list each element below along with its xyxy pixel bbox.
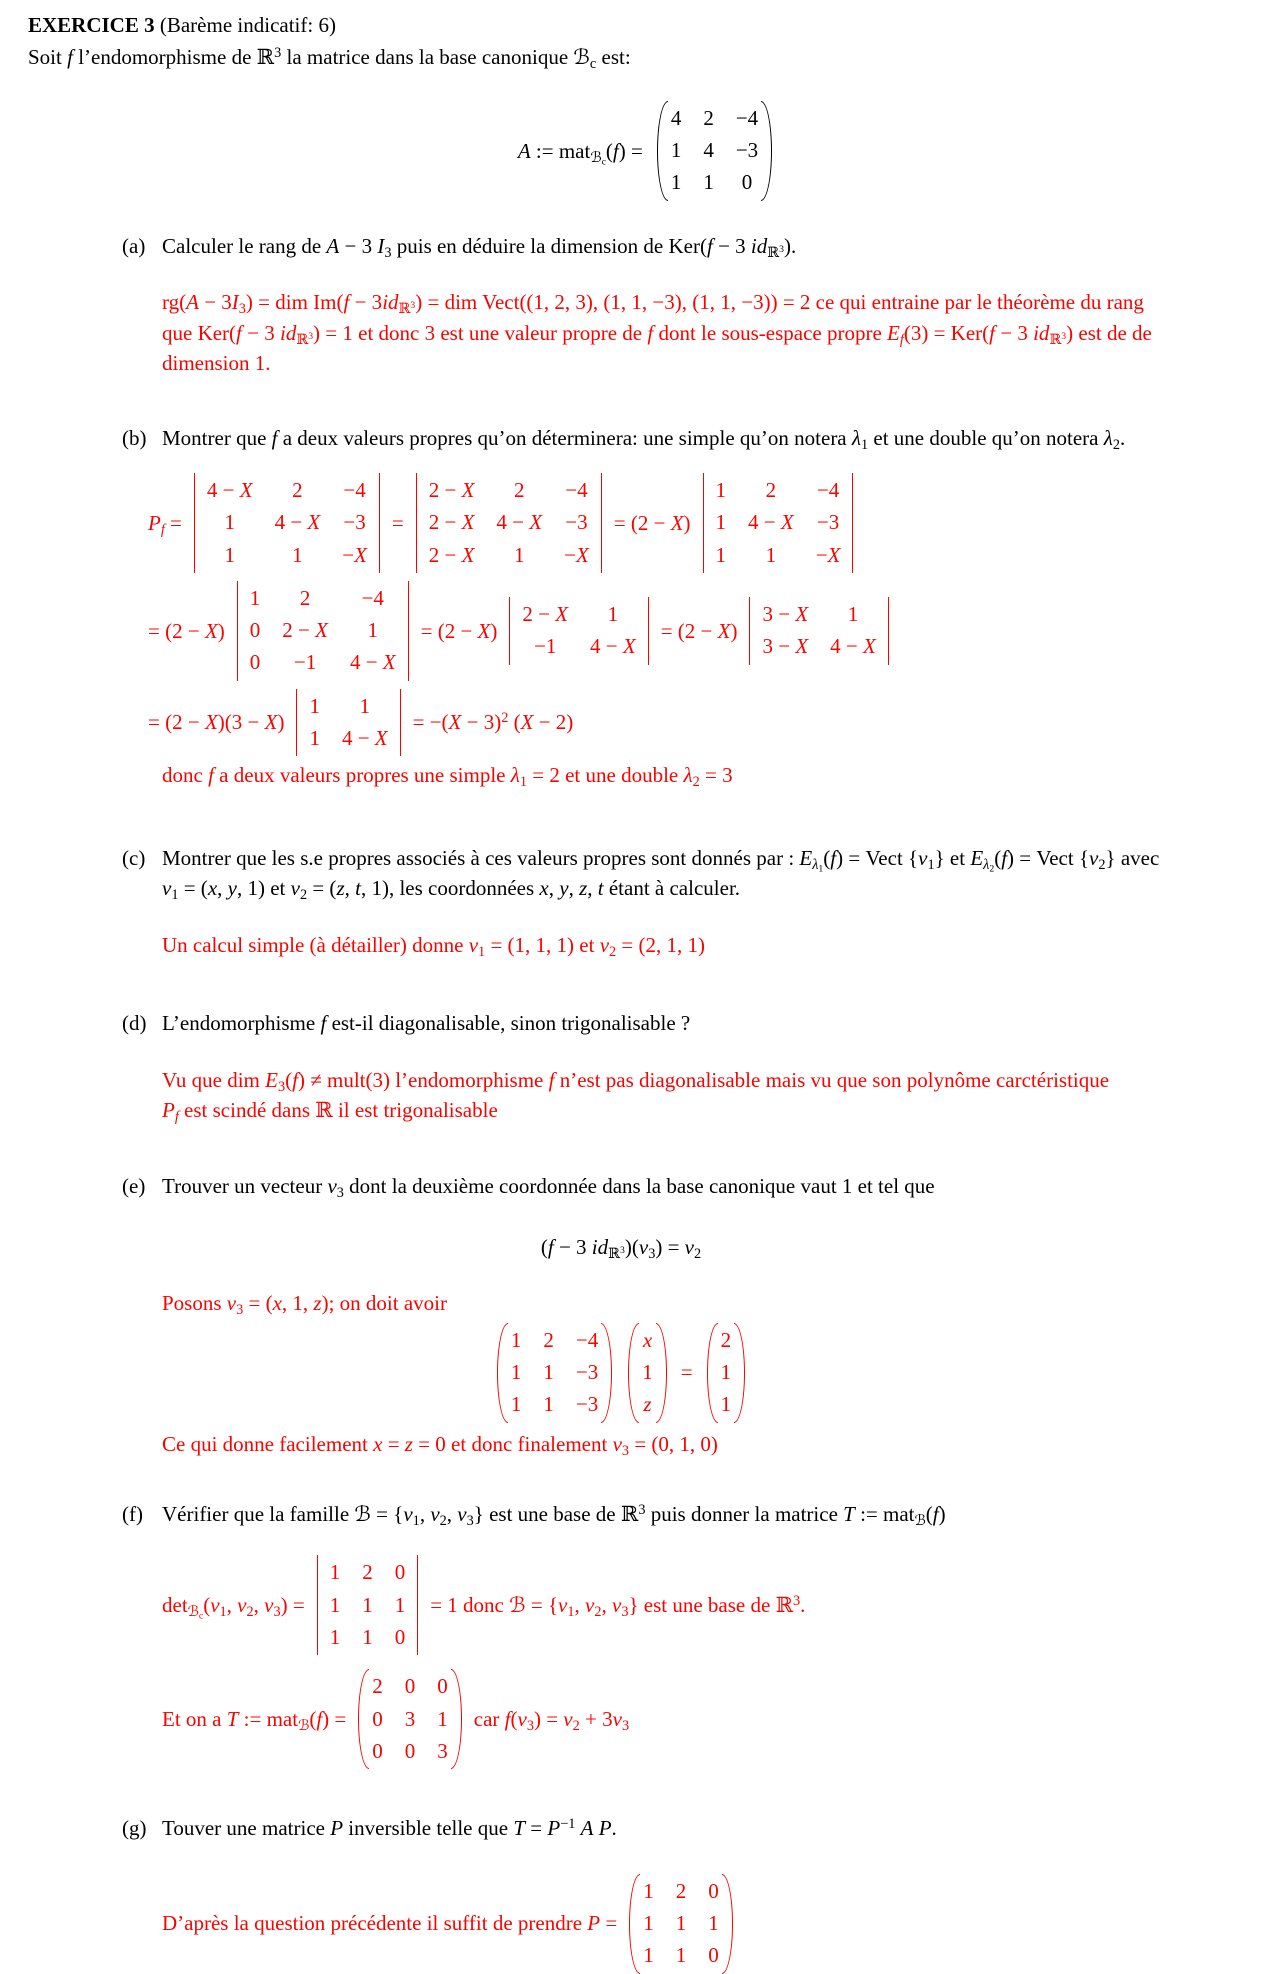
item-f-label: (f): [122, 1502, 143, 1527]
matrix-cell: 4: [703, 138, 714, 163]
P-prefix: D’après la question précédente il suffit de prendre P =: [162, 1911, 618, 1936]
matrix-cell: 0: [708, 1878, 719, 1903]
matrix-cell: 2 − X: [428, 510, 475, 535]
matrix-cell: 1: [543, 1360, 554, 1384]
matrix-cell: 1: [309, 693, 320, 718]
equation-matrix-A: [28, 101, 1264, 201]
matrix-cell: 0: [741, 170, 753, 195]
exercise-title-bold: EXERCICE 3: [28, 13, 155, 37]
matrix-cell: −3: [575, 1360, 599, 1384]
matrix-cell: 2: [292, 477, 303, 502]
matrix-cell: −3: [816, 510, 840, 535]
matrix-P: [629, 1874, 733, 1974]
exercise-title: [28, 10, 1264, 40]
conclusion-b: donc f a deux valeurs propres une simple $\lambda_1 = 2$ et une double $\lambda_2 = 3$: [162, 763, 733, 791]
matrix-cell: 0: [249, 650, 261, 675]
matrix-cell: −X: [815, 542, 841, 567]
matrix-cell: 4 − X: [349, 650, 396, 675]
matrix-cell: 1: [607, 601, 619, 626]
matrix-cell: 2: [514, 477, 525, 502]
matrix-cell: 1: [847, 601, 859, 626]
matrix-cell: 1: [708, 1910, 719, 1935]
char-poly-line-1: [148, 473, 1174, 573]
answer-d-line1: Vu que dim $E_3(f)$ ≠ mult(3) l’endomorphisme f n’est pas diagonalisable mais vu que son polynôme carctéristique: [162, 1067, 1110, 1095]
equation-e-matrix: [68, 1323, 1174, 1423]
matrix-cell: 1: [329, 1625, 341, 1650]
item-b: [28, 423, 1264, 791]
matrix-cell: −1: [534, 634, 557, 659]
answer-a: $rg(A - 3I_3)$ = dim $Im(f - 3id_{ℝ^3})$ = dim Vect((1, 2, 3), (1, 1, −3), (1, 1, −3)) = 2 ce qui entraine par le théorème du rang que Ker(f − 3 $id_{ℝ^3}) = 1$ et donc 3 est une valeur propre de f dont le sous-espace propre $E_f(3) = Ker(f - 3$ $id_{ℝ^3}$) est de de dimension 1.: [162, 290, 1152, 376]
matrix-cell: 2 − X: [282, 618, 328, 643]
matrix-cell: 0: [404, 1674, 416, 1699]
matrix-cell: 3 − X: [762, 634, 809, 659]
factor-product: = (2 − X)(3 − X): [148, 710, 285, 735]
char-poly-line-3: [148, 689, 1174, 757]
matrix-cell: 1: [224, 510, 235, 535]
matrix-cell: 1: [514, 542, 525, 567]
matrix-cell: 1: [715, 510, 727, 535]
char-poly-lhs: $P_f$ =: [148, 510, 182, 538]
determinant-3x3: [416, 473, 602, 573]
matrix-A: [657, 101, 772, 201]
exercise-intro: Soit f l’endomorphisme de ℝ$^3$ la matrice dans la base canonique ℬ$_c$ est:: [28, 45, 631, 73]
item-c-label: (c): [122, 845, 146, 870]
matrix-cell: 0: [404, 1738, 416, 1763]
matrix-cell: −4: [343, 477, 366, 502]
matrix-cell: 1: [643, 1943, 654, 1968]
matrix-cell: −4: [565, 477, 588, 502]
matrix-cell: 1: [642, 1360, 653, 1384]
matrix-cell: 4 − X: [341, 726, 388, 751]
matrix-cell: 4 − X: [206, 477, 253, 502]
matrix-A-prefix: A := mat$_{ℬ_c}$(f) =: [517, 138, 643, 168]
matrix-cell: 2: [765, 477, 777, 502]
matrix-cell: 1: [543, 1392, 554, 1417]
determinant-3x3: [317, 1555, 419, 1655]
item-a: [28, 231, 1264, 379]
det-prefix: $\det_{ℬ_c}(v_1$, $v_2$, $v_3$) =: [162, 1593, 305, 1622]
matrix-cell: −X: [564, 542, 589, 567]
matrix-cell: 0: [372, 1706, 383, 1731]
matrix-cell: 2: [372, 1674, 383, 1699]
answer-e-conclusion: Ce qui donne facilement x = z = 0 et donc finalement $v_3 = (0$, 1, 0): [162, 1431, 718, 1459]
matrix-cell: −X: [342, 542, 367, 567]
question-e: Trouver un vecteur $v_3$ dont la deuxième coordonnée dans la base canonique vaut 1 et tel que: [162, 1174, 935, 1202]
item-b-label: (b): [122, 425, 147, 450]
item-f: [28, 1499, 1264, 1769]
matrix-cell: 0: [372, 1738, 383, 1763]
matrix-cell: −3: [575, 1392, 599, 1417]
matrix-cell: 1: [675, 1910, 687, 1935]
matrix-cell: 1: [362, 1592, 373, 1617]
matrix-cell: 2 − X: [428, 542, 475, 567]
matrix-cell: 1: [329, 1560, 341, 1585]
matrix-cell: −4: [361, 585, 384, 610]
matrix-cell: 2: [675, 1878, 687, 1903]
factor-2-minus-X: = (2 − X): [420, 618, 498, 643]
answer-g-line: [162, 1874, 1174, 1974]
matrix-cell: 4: [670, 105, 682, 130]
matrix-cell: 1: [292, 542, 303, 567]
item-d: [28, 1008, 1264, 1125]
item-a-label: (a): [122, 233, 146, 258]
matrix-cell: 0: [394, 1560, 406, 1585]
answer-f-T-line: [162, 1669, 1174, 1769]
item-e: [28, 1171, 1264, 1459]
determinant-3x3: [703, 473, 854, 573]
char-poly-result: = $-(X - 3)^2$ (X − 2): [412, 710, 574, 735]
det-suffix: = 1 donc ℬ = {$v_1$, $v_2$, $v_3$} est une base de ℝ$^3$.: [430, 1593, 806, 1621]
question-b: Montrer que f a deux valeurs propres qu’on déterminera: une simple qu’on notera $\lambda_1$ et une double qu’on notera $\lambda_2$.: [162, 425, 1126, 453]
matrix-cell: 1: [703, 170, 714, 195]
item-g: [28, 1813, 1264, 1973]
answer-f-det-line: [162, 1555, 1174, 1655]
factor-2-minus-X: = (2 − X): [148, 618, 225, 643]
matrix-cell: −3: [343, 510, 366, 535]
matrix-cell: −3: [735, 138, 759, 163]
matrix-cell: 1: [720, 1392, 732, 1417]
matrix-cell: 2: [362, 1560, 373, 1585]
matrix-cell: 1: [394, 1592, 406, 1617]
vector-211: [707, 1323, 746, 1423]
matrix-cell: 1: [249, 585, 261, 610]
equation-e-display: [68, 1232, 1174, 1262]
matrix-cell: 1: [437, 1706, 448, 1731]
matrix-cell: 2: [720, 1327, 732, 1352]
matrix-cell: 4 − X: [496, 510, 543, 535]
matrix-cell: 0: [708, 1943, 719, 1968]
matrix-cell: 1: [309, 726, 320, 751]
matrix-cell: 3 − X: [762, 601, 809, 626]
equals-sign: =: [680, 1360, 693, 1385]
matrix-cell: 2 − X: [522, 601, 569, 626]
matrix-cell: 0: [394, 1625, 406, 1650]
matrix-cell: 1: [715, 542, 727, 567]
item-e-label: (e): [122, 1174, 146, 1199]
matrix-cell: −4: [816, 477, 840, 502]
factor-2-minus-X: = (2 − X): [613, 510, 691, 535]
determinant-2x2: [296, 689, 400, 757]
matrix-cell: 2: [703, 105, 714, 130]
question-d: L’endomorphisme f est-il diagonalisable, sinon trigonalisable ?: [162, 1011, 691, 1036]
matrix-cell: −1: [293, 650, 317, 675]
matrix-cell: 2 − X: [428, 477, 475, 502]
determinant-3x3: [194, 473, 380, 573]
factor-2-minus-X: = (2 − X): [660, 618, 738, 643]
determinant-3x3: [237, 581, 409, 681]
matrix-cell: 1: [643, 1878, 654, 1903]
matrix-cell: −4: [575, 1327, 599, 1352]
question-g: Touver une matrice P inversible telle que $T = P^{-1}$ A P.: [162, 1816, 617, 1841]
matrix-cell: 1: [329, 1592, 341, 1617]
item-g-label: (g): [122, 1816, 147, 1841]
matrix-cell: −4: [735, 105, 759, 130]
matrix-cell: −3: [565, 510, 588, 535]
matrix-cell: 1: [715, 477, 727, 502]
matrix-cell: 1: [510, 1360, 522, 1384]
matrix-cell: 1: [359, 693, 371, 718]
determinant-2x2: [749, 597, 888, 665]
exercise-title-rest: (Barème indicatif: 6): [154, 13, 336, 37]
matrix-cell: x: [642, 1327, 653, 1352]
matrix-cell: z: [643, 1392, 652, 1417]
T-suffix: car $f(v_3) = v_2 + 3v_3$: [473, 1707, 630, 1735]
matrix-cell: 1: [362, 1625, 373, 1650]
question-f: Vérifier que la famille ℬ = {$v_1$, $v_2$, $v_3$} est une base de ℝ$^3$ puis donner la matrice T := mat$_ℬ$(f): [162, 1501, 946, 1530]
matrix-cell: 4 − X: [590, 634, 636, 659]
vector-x1z: [628, 1323, 667, 1423]
matrix-cell: 2: [543, 1327, 554, 1352]
char-poly-line-2: [148, 581, 1174, 681]
equals-sign: =: [391, 510, 404, 535]
matrix-cell: 3: [404, 1706, 416, 1731]
T-prefix: Et on a T := mat$_ℬ$(f) =: [162, 1707, 347, 1735]
matrix-cell: 4 − X: [274, 510, 321, 535]
question-c: Montrer que les s.e propres associés à ces valeurs propres sont donnés par : $E_{\lambda_1}(f)$ = Vect $\{v_1\}$ et $E_{\lambda_2}(f)$ = Vect $\{v_2\}$ avec $v_1 = (x$, y, 1) et $v_2 = (z$, t, 1), les coordonnées x, y, z, t étant à calculer.: [162, 845, 1160, 904]
matrix-cell: 1: [675, 1943, 687, 1968]
item-d-label: (d): [122, 1011, 147, 1036]
matrix-cell: 4 − X: [830, 634, 876, 659]
equation-f-minus-3id: (f − 3 $id_{ℝ^3})(v_3) = v_2$: [540, 1234, 702, 1262]
matrix-cell: 1: [720, 1360, 732, 1384]
question-a: Calculer le rang de A − 3 $I_3$ puis en déduire la dimension de Ker(f − 3 $id_{ℝ^3}$).: [162, 233, 797, 261]
matrix-cell: 1: [224, 542, 235, 567]
matrix-cell: 1: [643, 1910, 654, 1935]
answer-e-posons: Posons $v_3 = (x$, 1, z); on doit avoir: [162, 1291, 448, 1319]
matrix-cell: 1: [510, 1327, 522, 1352]
matrix-cell: 1: [510, 1392, 522, 1417]
matrix-f-minus-3id: [497, 1323, 612, 1423]
matrix-cell: 3: [437, 1738, 448, 1763]
matrix-cell: 0: [249, 618, 261, 643]
matrix-T: [358, 1669, 462, 1769]
determinant-2x2: [509, 597, 648, 665]
item-c: [28, 843, 1264, 960]
matrix-cell: 4 − X: [748, 510, 794, 535]
matrix-cell: 1: [670, 138, 682, 163]
matrix-cell: 1: [670, 170, 682, 195]
matrix-cell: 0: [437, 1674, 448, 1699]
answer-c: Un calcul simple (à détailler) donne $v_1 = (1$, 1, 1) et $v_2 = (2$, 1, 1): [162, 932, 705, 960]
matrix-cell: 1: [367, 618, 379, 643]
matrix-cell: 1: [765, 542, 777, 567]
matrix-cell: 2: [299, 585, 311, 610]
answer-d-line2: $P_f$ est scindé dans ℝ il est trigonalisable: [162, 1097, 498, 1125]
